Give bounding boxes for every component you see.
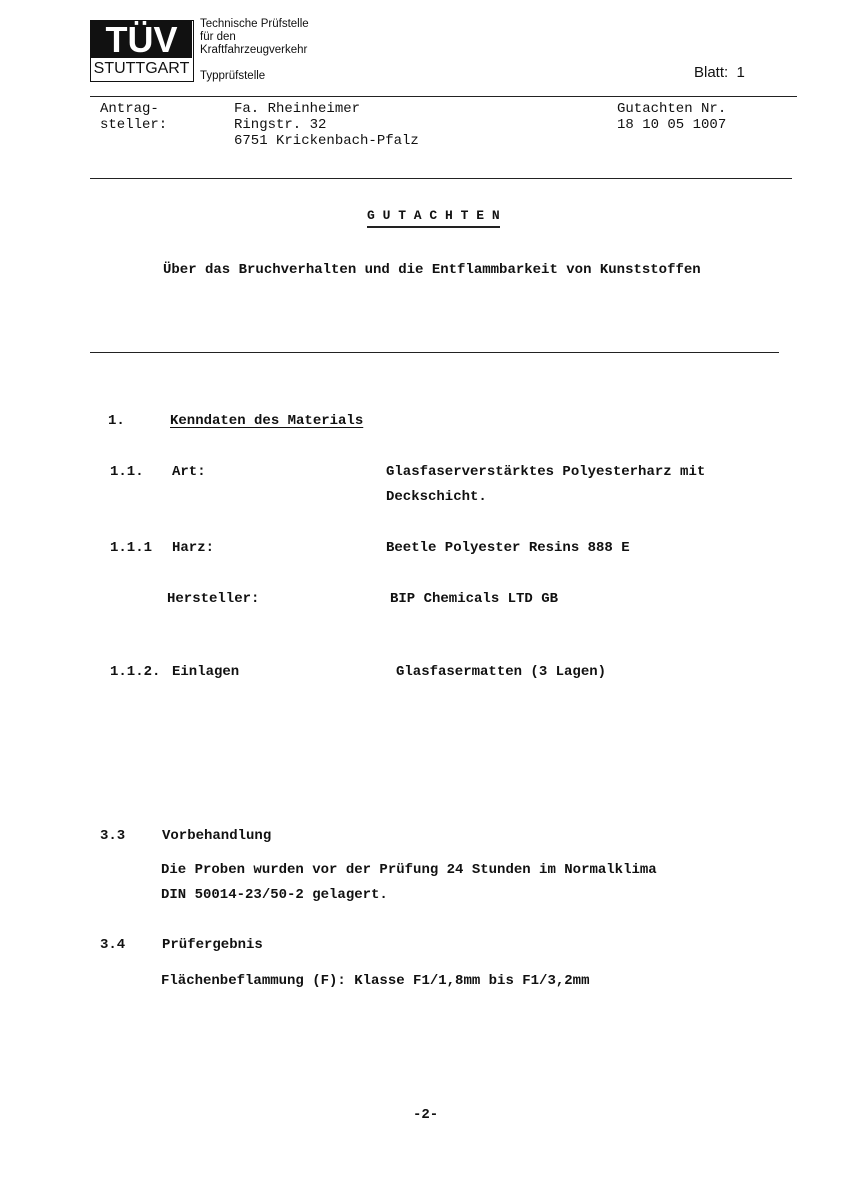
- logo-bottom-text: STUTTGART: [93, 60, 190, 77]
- section-3-4-heading: Prüfergebnis: [162, 937, 263, 953]
- sheet-label-text: Blatt:: [694, 64, 729, 81]
- tuv-logo: [90, 20, 194, 82]
- institute-line-2: für den: [200, 31, 236, 43]
- section-3-4-number: 3.4: [100, 937, 126, 953]
- header-rule: [90, 96, 797, 97]
- applicant-label-1: Antrag-: [100, 101, 159, 117]
- document-title: G U T A C H T E N: [367, 208, 500, 228]
- institute-line-3: Kraftfahrzeugverkehr: [200, 44, 308, 56]
- item-art-label: Art:: [172, 464, 206, 480]
- item-einlagen-value: Glasfasermatten (3 Lagen): [396, 664, 607, 680]
- document-subtitle: Über das Bruchverhalten und die Entflammbarkeit von Kunststoffen: [163, 262, 701, 278]
- title-rule: [90, 352, 779, 353]
- item-art-value-1: Glasfaserverstärktes Polyesterharz mit: [386, 464, 706, 480]
- logo-top-text: TÜV: [105, 19, 178, 60]
- applicant-address-3: 6751 Krickenbach-Pfalz: [234, 133, 419, 149]
- item-harz-number: 1.1.1: [110, 540, 153, 556]
- applicant-address-2: Ringstr. 32: [234, 117, 327, 133]
- item-harz-label: Harz:: [172, 540, 215, 556]
- applicant-address-1: Fa. Rheinheimer: [234, 101, 361, 117]
- item-art-number: 1.1.: [110, 464, 144, 480]
- section-3-3-heading: Vorbehandlung: [162, 828, 272, 844]
- department-label: Typprüfstelle: [200, 70, 266, 82]
- section-3-3-number: 3.3: [100, 828, 126, 844]
- sheet-number: 1: [736, 64, 745, 81]
- report-number: 18 10 05 1007: [617, 117, 727, 133]
- section-1-number: 1.: [108, 413, 125, 429]
- applicant-label-2: steller:: [100, 117, 168, 133]
- section-3-4-text: Flächenbeflammung (F): Klasse F1/1,8mm bis F1/3,2mm: [161, 973, 590, 989]
- institute-line-1: Technische Prüfstelle: [200, 18, 309, 30]
- item-hersteller-value: BIP Chemicals LTD GB: [390, 591, 559, 607]
- page-marker: -2-: [413, 1107, 439, 1123]
- item-art-value-2: Deckschicht.: [386, 489, 487, 505]
- section-3-3-text-1: Die Proben wurden vor der Prüfung 24 Stunden im Normalklima: [161, 862, 657, 878]
- logo-top-block: [91, 21, 192, 58]
- section-1-heading: Kenndaten des Materials: [170, 413, 364, 429]
- item-harz-value: Beetle Polyester Resins 888 E: [386, 540, 630, 556]
- sheet-label: [694, 64, 745, 81]
- item-einlagen-label: Einlagen: [172, 664, 240, 680]
- item-einlagen-number: 1.1.2.: [110, 664, 161, 680]
- item-hersteller-label: Hersteller:: [167, 591, 260, 607]
- report-label: Gutachten Nr.: [617, 101, 727, 117]
- applicant-rule: [90, 178, 792, 179]
- section-3-3-text-2: DIN 50014-23/50-2 gelagert.: [161, 887, 388, 903]
